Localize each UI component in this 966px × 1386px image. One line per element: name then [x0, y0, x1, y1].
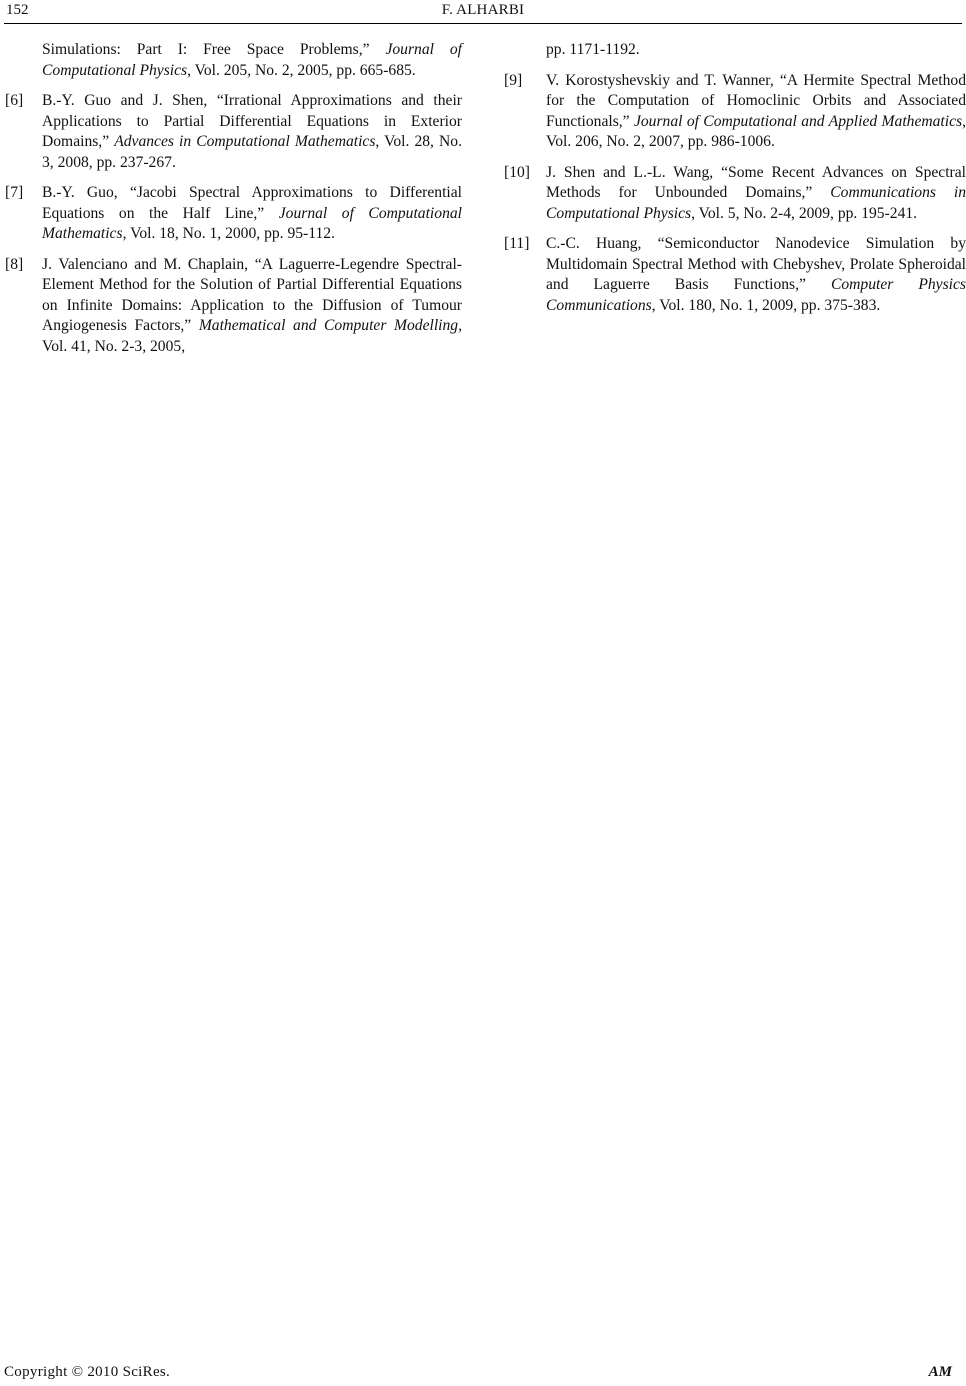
reference-text: Simulations: Part I: Free Space Problems,” [42, 41, 386, 58]
copyright-notice: Copyright © 2010 SciRes. [4, 1364, 171, 1380]
reference-details: , Vol. 180, No. 1, 2009, pp. 375-383. [651, 296, 881, 314]
page-number: 152 [6, 2, 29, 18]
reference-6 [5, 91, 462, 173]
reference-details: , Vol. 41, No. 2-3, 2005, [42, 317, 462, 355]
journal-abbreviation: AM [928, 1364, 952, 1380]
reference-5-continued [42, 40, 462, 81]
reference-journal: Journal of Computational and Applied Mathematics [633, 112, 963, 130]
reference-number: [10] [504, 163, 530, 181]
reference-8-continued [546, 40, 966, 61]
reference-text: J. Shen and L.-L. Wang, “Some Recent Advances on Spectral Methods for Unbounded Domains,” [546, 163, 966, 201]
reference-7 [5, 183, 462, 245]
reference-text: J. Valenciano and M. Chaplain, “A Laguerre-Legendre Spectral-Element Method for the Solution of Partial Differential Equations on Infinite Domains: Application to the Diffusion of Tumour Angiogenesis Factors,” [42, 255, 462, 334]
reference-details: , Vol. 205, No. 2, 2005, pp. 665-685. [187, 61, 416, 79]
reference-number: [9] [504, 71, 523, 89]
reference-text: pp. 1171-1192. [546, 41, 640, 58]
reference-journal: Journal of Computational Physics [42, 41, 462, 79]
reference-11 [504, 234, 966, 316]
reference-9 [504, 71, 966, 153]
references-left-column [5, 40, 462, 367]
reference-8 [5, 255, 462, 358]
reference-details: , Vol. 5, No. 2-4, 2009, pp. 195-241. [691, 204, 918, 222]
reference-text: C.-C. Huang, “Semiconductor Nanodevice Simulation by Multidomain Spectral Method with Chebyshev, Prolate Spheroidal and Laguerre Basis Functions,” [546, 235, 966, 293]
references-right-column [504, 40, 966, 326]
reference-journal: Mathematical and Computer Modelling [198, 317, 459, 334]
reference-text: B.-Y. Guo, “Jacobi Spectral Approximations to Differential Equations on the Half Line,” [42, 184, 462, 222]
header-rule [4, 23, 962, 24]
reference-details: , Vol. 28, No. 3, 2008, pp. 237-267. [42, 133, 462, 171]
reference-journal: Advances in Computational Mathematics [114, 133, 376, 150]
reference-number: [11] [504, 235, 530, 252]
reference-journal: Communications in Computational Physics [546, 184, 966, 222]
reference-details: , Vol. 18, No. 1, 2000, pp. 95-112. [122, 225, 335, 242]
reference-number: [7] [5, 184, 24, 201]
reference-journal: Journal of Computational Mathematics [42, 204, 462, 242]
reference-journal: Computer Physics Communications [546, 276, 966, 314]
running-head: F. ALHARBI [441, 2, 525, 18]
reference-text: B.-Y. Guo and J. Shen, “Irrational Approximations and their Applications to Partial Differential Equations in Exterior Domains,” [42, 92, 462, 150]
reference-text: V. Korostyshevskiy and T. Wanner, “A Hermite Spectral Method for the Computation of Homoclinic Orbits and Associated Functionals,” [546, 71, 966, 130]
reference-number: [6] [5, 92, 24, 109]
reference-10 [504, 163, 966, 225]
reference-details: , Vol. 206, No. 2, 2007, pp. 986-1006. [546, 112, 966, 150]
reference-number: [8] [5, 255, 24, 273]
